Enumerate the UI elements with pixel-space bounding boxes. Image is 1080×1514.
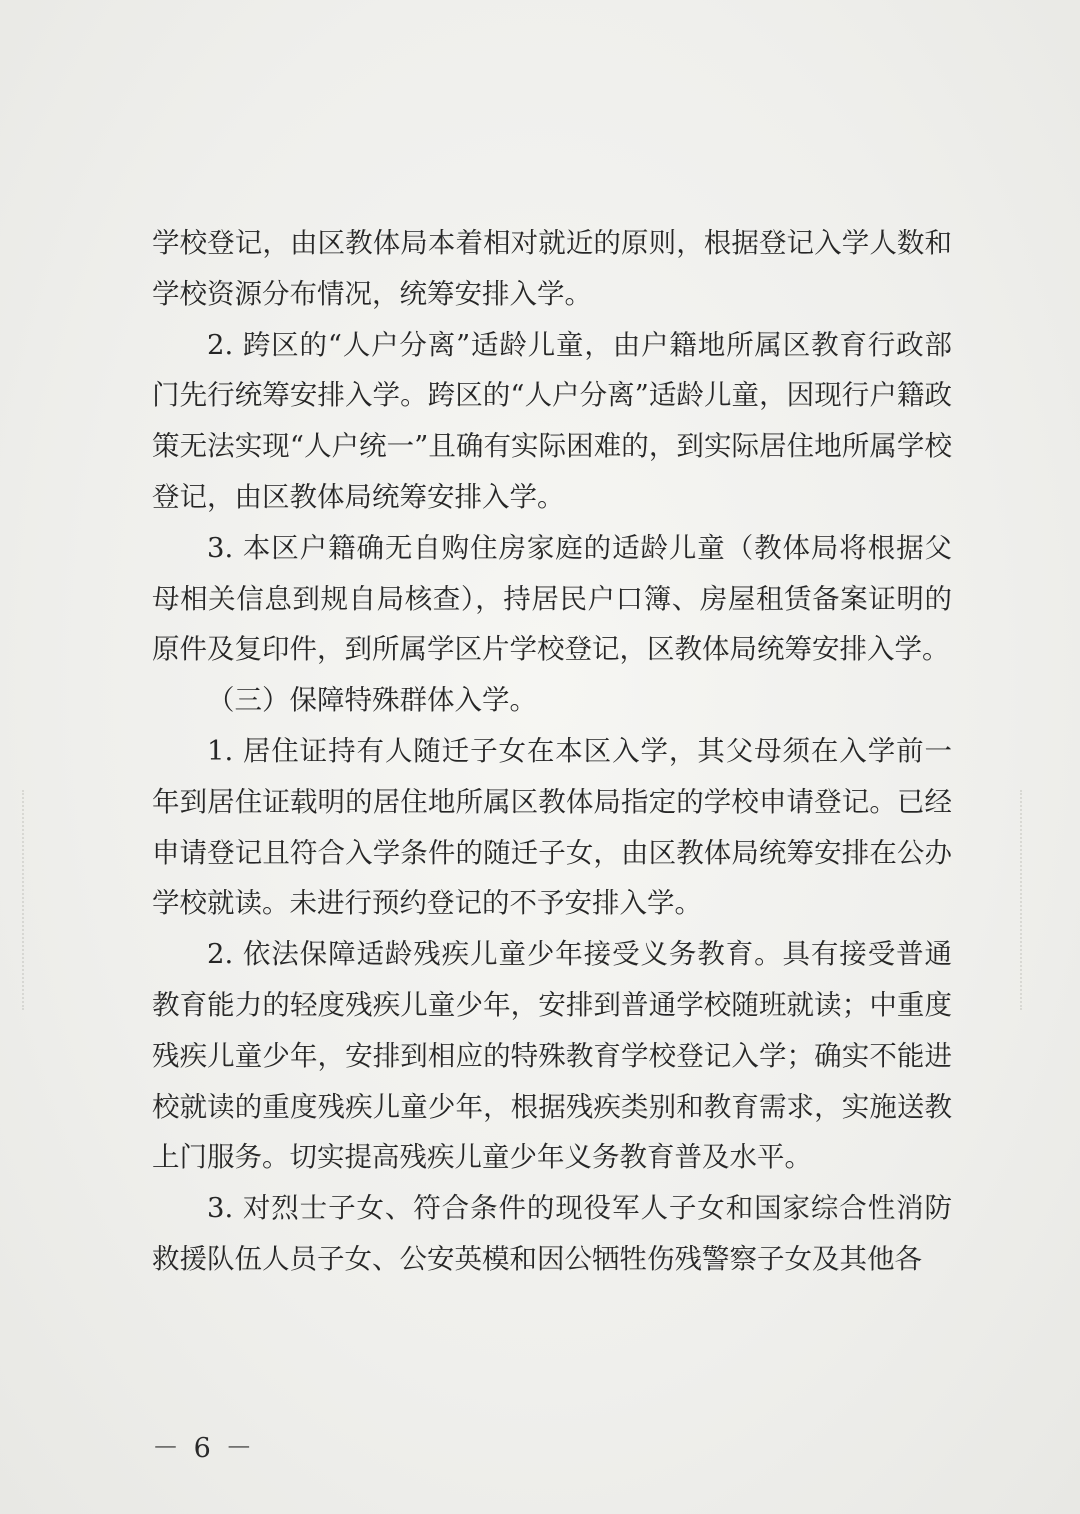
bleed-mark-left bbox=[22, 790, 44, 1010]
page-number: － 6 － bbox=[152, 1433, 256, 1464]
section-heading: （三）保障特殊群体入学。 bbox=[207, 684, 537, 717]
paragraph-special-1: 1. 居住证持有人随迁子女在本区入学，其父母须在入学前一年到居住证载明的居住地所属区教体局指定的学校申请登记。已经申请登记且符合入学条件的随迁子女，由区教体局统筹安排在公办学校就读。未进行预约登记的不予安排入学。 bbox=[152, 734, 952, 920]
paragraph-special-2: 2. 依法保障适龄残疾儿童少年接受义务教育。具有接受普通教育能力的轻度残疾儿童少年，安排到普通学校随班就读；中重度残疾儿童少年，安排到相应的特殊教育学校登记入学；确实不能进校就读的重度残疾儿童少年，根据残疾类别和教育需求，实施送教上门服务。切实提高残疾儿童少年义务教育普及水平。 bbox=[152, 938, 952, 1174]
paragraph-special-3: 3. 对烈士子女、符合条件的现役军人子女和国家综合性消防救援队伍人员子女、公安英模和因公牺牲伤残警察子女及其他各 bbox=[152, 1192, 952, 1275]
bleed-mark-right bbox=[1000, 790, 1022, 1010]
paragraph-continuation: 学校登记，由区教体局本着相对就近的原则，根据登记入学人数和学校资源分布情况，统筹安排入学。 bbox=[152, 227, 952, 310]
document-body bbox=[152, 218, 952, 1285]
paragraph-item-3: 3. 本区户籍确无自购住房家庭的适龄儿童（教体局将根据父母相关信息到规自局核查），持居民户口簿、房屋租赁备案证明的原件及复印件，到所属学区片学校登记，区教体局统筹安排入学。 bbox=[152, 531, 952, 666]
paragraph-item-2: 2. 跨区的“人户分离”适龄儿童，由户籍地所属区教育行政部门先行统筹安排入学。跨区的“人户分离”适龄儿童，因现行户籍政策无法实现“人户统一”且确有实际困难的，到实际居住地所属学校登记，由区教体局统筹安排入学。 bbox=[152, 328, 952, 513]
